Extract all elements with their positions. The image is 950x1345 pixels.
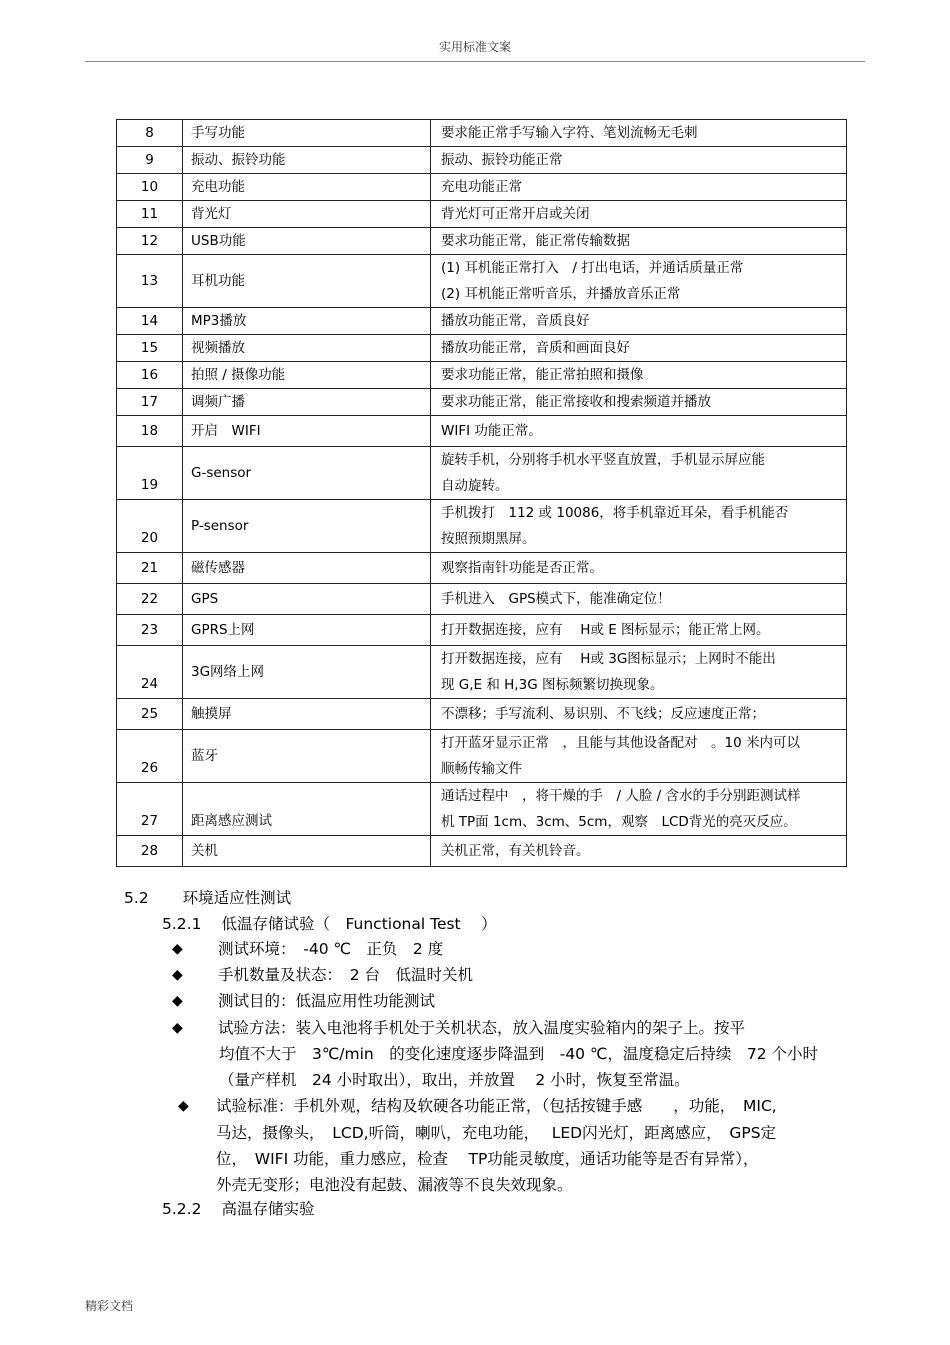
row-number: 25 [117,699,183,730]
function-name: 视频播放 [183,335,431,362]
requirement-line: 关机正常，有关机铃音。 [441,843,590,859]
requirement-line: 播放功能正常，音质和画面良好 [441,340,630,356]
requirement-line: 打开数据连接，应有 H或 3G图标显示；上网时不能出 [441,651,776,667]
function-name: P-sensor [183,500,431,553]
table-row [117,836,847,867]
requirement-line: (1) 耳机能正常打入 / 打出电话，并通话质量正常 [441,260,744,276]
table-row [117,335,847,362]
table-row [117,447,847,500]
row-number: 18 [117,416,183,447]
requirement-line: 顺畅传输文件 [441,761,522,777]
table-row [117,646,847,699]
function-name: 距离感应测试 [183,783,431,836]
requirement-line: 背光灯可正常开启或关闭 [441,206,590,222]
function-name: 振动、振铃功能 [183,147,431,174]
requirement [431,147,847,174]
function-name: USB功能 [183,228,431,255]
row-number: 13 [117,255,183,308]
requirement-line: 要求功能正常，能正常拍照和摄像 [441,367,644,383]
table-row [117,730,847,783]
row-number: 19 [117,447,183,500]
table-row [117,615,847,646]
requirement [431,836,847,867]
requirement [431,699,847,730]
bullet-text: 测试环境： -40 ℃ 正负 2 度 [218,940,444,958]
row-number: 10 [117,174,183,201]
table-row [117,553,847,584]
page-header: 实用标准文案 [438,40,511,54]
requirement [431,646,847,699]
requirement-line: 通话过程中 ，将干燥的手 / 人脸 / 含水的手分别距测试样 [441,788,801,804]
row-number: 27 [117,783,183,836]
requirement-line: 播放功能正常，音质良好 [441,313,590,329]
row-number: 15 [117,335,183,362]
row-number: 22 [117,584,183,615]
subsection-title: 高温存储实验 [221,1200,315,1218]
requirement [431,362,847,389]
requirement [431,416,847,447]
table-row [117,147,847,174]
row-number: 16 [117,362,183,389]
requirement [431,553,847,584]
table-row [117,120,847,147]
table-row [117,201,847,228]
header-divider [85,61,865,62]
diamond-bullet-icon: ◆ [178,1098,189,1114]
requirement [431,783,847,836]
requirement-line: 现 G,E 和 H,3G 图标频繁切换现象。 [441,677,664,693]
standard-line-2: 马达，摄像头， LCD,听筒，喇叭，充电功能， LED闪光灯，距离感应， GPS定 [216,1124,777,1142]
table-row [117,308,847,335]
diamond-bullet-icon: ◆ [172,1020,183,1036]
requirement [431,308,847,335]
section-number: 5.2 [124,889,149,907]
subsection-title: 低温存储试验（ Functional Test ） [221,915,497,933]
requirement-line: 充电功能正常 [441,179,522,195]
row-number: 14 [117,308,183,335]
bullet-text: 试验标准：手机外观，结构及软硬各功能正常，（包括按键手感 ，功能， MIC, [216,1097,777,1115]
function-name: 触摸屏 [183,699,431,730]
table-row [117,699,847,730]
function-name: 手写功能 [183,120,431,147]
row-number: 28 [117,836,183,867]
requirement [431,201,847,228]
requirement-line: 机 TP面 1cm、3cm、5cm，观察 LCD背光的亮灭反应。 [441,814,797,830]
requirement-line: 要求功能正常，能正常传输数据 [441,233,630,249]
table-row [117,228,847,255]
section-5-2 [124,885,291,911]
row-number: 26 [117,730,183,783]
function-name: 关机 [183,836,431,867]
row-number: 17 [117,389,183,416]
requirement-line: 振动、振铃功能正常 [441,152,563,168]
requirement-line: (2) 耳机能正常听音乐，并播放音乐正常 [441,286,681,302]
function-test-table [116,119,847,867]
requirement-line: 旋转手机，分别将手机水平竖直放置，手机显示屏应能 [441,452,765,468]
requirement [431,120,847,147]
requirement [431,174,847,201]
requirement [431,228,847,255]
function-name: 背光灯 [183,201,431,228]
method-line-3: （量产样机 24 小时取出），取出，并放置 2 小时，恢复至常温。 [219,1071,690,1089]
page-footer: 精彩文档 [85,1299,134,1313]
bullet-text: 手机数量及状态： 2 台 低温时关机 [218,966,474,984]
function-name: 拍照 / 摄像功能 [183,362,431,389]
requirement-line: 要求功能正常，能正常接收和搜索频道并播放 [441,394,711,410]
section-5-2-2 [162,1196,314,1222]
function-name: 磁传感器 [183,553,431,584]
requirement [431,500,847,553]
function-name: MP3播放 [183,308,431,335]
requirement [431,584,847,615]
function-name: 充电功能 [183,174,431,201]
requirement [431,335,847,362]
row-number: 21 [117,553,183,584]
row-number: 12 [117,228,183,255]
section-title: 环境适应性测试 [182,889,292,907]
requirement [431,447,847,500]
row-number: 9 [117,147,183,174]
requirement [431,389,847,416]
requirement-line: 手机进入 GPS模式下，能准确定位！ [441,591,671,607]
table-row [117,500,847,553]
standard-line-3: 位， WIFI 功能，重力感应，检查 TP功能灵敏度，通话功能等是否有异常）， [216,1150,759,1168]
row-number: 8 [117,120,183,147]
requirement-line: 按照预期黑屏。 [441,531,536,547]
method-line-2: 均值不大于 3℃/min 的变化速度逐步降温到 -40 ℃，温度稳定后持续 72 个小时 [219,1045,819,1063]
diamond-bullet-icon: ◆ [172,941,183,957]
requirement-line: 自动旋转。 [441,478,509,494]
requirement-line: 打开数据连接，应有 H或 E 图标显示；能正常上网。 [441,622,770,638]
row-number: 11 [117,201,183,228]
table-row [117,362,847,389]
requirement [431,255,847,308]
row-number: 20 [117,500,183,553]
bullet-text: 测试目的：低温应用性功能测试 [218,992,436,1010]
table-row [117,584,847,615]
row-number: 24 [117,646,183,699]
standard-line-4: 外壳无变形；电池没有起鼓、漏液等不良失效现象。 [216,1176,573,1194]
table-row [117,783,847,836]
section-5-2-1 [162,911,497,937]
row-number: 23 [117,615,183,646]
function-name: 3G网络上网 [183,646,431,699]
requirement-line: WIFI 功能正常。 [441,423,542,439]
requirement-line: 手机拨打 112 或 10086，将手机靠近耳朵，看手机能否 [441,505,789,521]
function-name: GPS [183,584,431,615]
requirement-line: 不漂移；手写流利、易识别、不飞线；反应速度正常； [441,706,765,722]
requirement-line: 观察指南针功能是否正常。 [441,560,603,576]
requirement-line: 打开蓝牙显示正常 ，且能与其他设备配对 。10 米内可以 [441,735,800,751]
requirement-line: 要求能正常手写输入字符、笔划流畅无毛刺 [441,125,698,141]
bullet-text: 试验方法：装入电池将手机处于关机状态，放入温度实验箱内的架子上。按平 [218,1019,746,1037]
subsection-number: 5.2.2 [162,1200,202,1218]
diamond-bullet-icon: ◆ [172,967,183,983]
function-name: 蓝牙 [183,730,431,783]
subsection-number: 5.2.1 [162,915,202,933]
diamond-bullet-icon: ◆ [172,993,183,1009]
function-name: GPRS上网 [183,615,431,646]
table-row [117,255,847,308]
requirement [431,615,847,646]
requirement [431,730,847,783]
function-name: 调频广播 [183,389,431,416]
function-name: G-sensor [183,447,431,500]
table-row [117,416,847,447]
table-row [117,174,847,201]
function-name: 耳机功能 [183,255,431,308]
function-name: 开启 WIFI [183,416,431,447]
table-row [117,389,847,416]
